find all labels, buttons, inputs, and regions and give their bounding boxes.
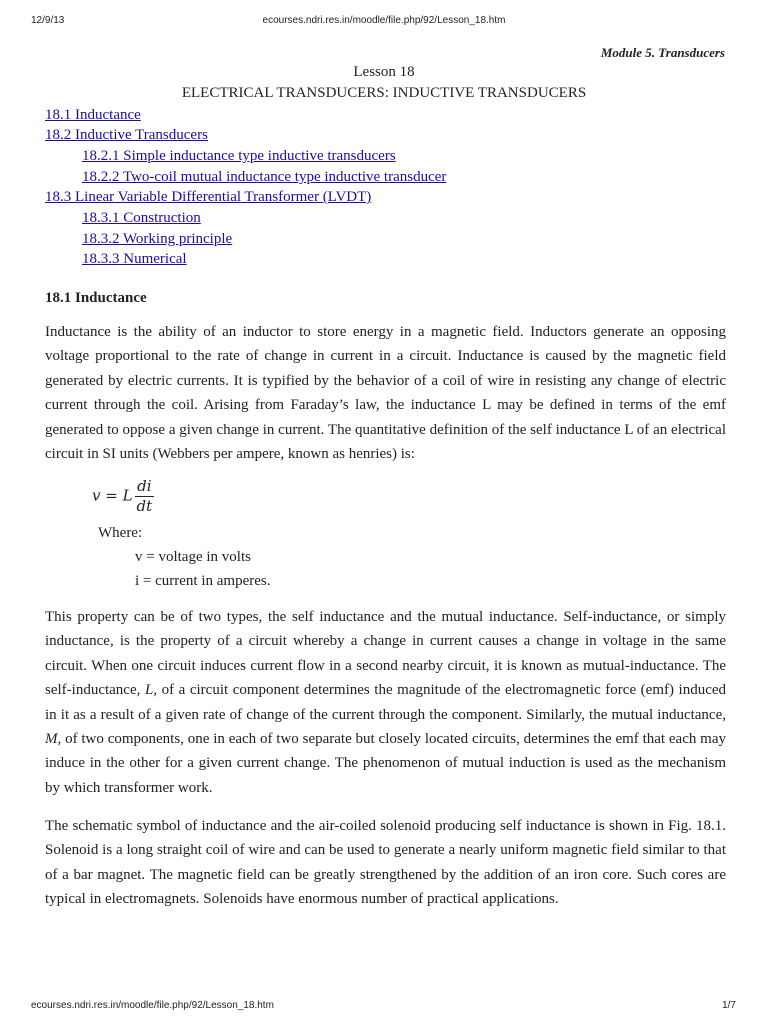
paragraph-self-mutual-inductance <box>45 605 726 800</box>
toc-link-18-3-2[interactable]: 18.3.2 Working principle <box>82 231 233 247</box>
toc-link-18-2-2[interactable]: 18.2.2 Two-coil mutual inductance type inductive transducer <box>82 169 447 185</box>
where-label: Where: <box>98 525 143 541</box>
section-heading: 18.1 Inductance <box>45 290 147 306</box>
definition-current: i = current in amperes. <box>135 573 271 589</box>
inductance-formula <box>92 477 154 516</box>
toc-link-18-1[interactable]: 18.1 Inductance <box>45 107 141 123</box>
para2-text-c: of two components, one in each of two separate but closely located circuits, determines the emf that each may induce in the other for a given current change. The phenomenon of mutual induction is used as the mechanism by which transformer work. <box>45 731 726 796</box>
paragraph-inductance-definition: Inductance is the ability of an inductor to store energy in a magnetic field. Inductors generate an opposing voltage proportional to the rate of change in current in a circuit. Inductance is caused by the magnetic field generated by electric currents. It is typified by the behavior of a coil of wire in resisting any change of electric current through the coil. Arising from Faraday’s law, the inductance L may be defined in terms of the emf generated to oppose a given change in current. The quantitative definition of the self inductance L of an electrical circuit in SI units (Webbers per ampere, known as henries) is: <box>45 324 726 463</box>
toc-link-18-2-1[interactable]: 18.2.1 Simple inductance type inductive transducers <box>82 148 396 164</box>
symbol-M: M, <box>45 731 62 748</box>
module-label: Module 5. Transducers <box>600 45 725 60</box>
toc-link-18-3[interactable]: 18.3 Linear Variable Differential Transformer (LVDT) <box>45 189 372 205</box>
symbol-L: L, <box>144 682 158 699</box>
toc-link-18-2[interactable]: 18.2 Inductive Transducers <box>45 127 208 143</box>
toc-link-18-3-3[interactable]: 18.3.3 Numerical <box>82 251 187 267</box>
formula-numerator: di <box>135 477 155 497</box>
definition-voltage: v = voltage in volts <box>135 549 251 565</box>
toc-link-18-3-1[interactable]: 18.3.1 Construction <box>82 210 201 226</box>
page-title: ELECTRICAL TRANSDUCERS: INDUCTIVE TRANSDUCERS <box>181 85 587 101</box>
print-date: 12/9/13 <box>31 15 65 26</box>
paragraph-solenoid: The schematic symbol of inductance and the air-coiled solenoid producing self inductance is shown in Fig. 18.1. Solenoid is a long straight coil of wire and can be used to generate a nearly uniform magnetic field similar to that of a bar magnet. The magnetic field can be greatly strengthened by the addition of an iron core. Such cores are typical in electromagnets. Solenoids have enormous number of practical applications. <box>45 818 726 908</box>
print-url: ecourses.ndri.res.in/moodle/file.php/92/Lesson_18.htm <box>262 15 506 26</box>
para2-text-a: This property can be of two types, the self inductance and the mutual inductance. Self-inductance, or simply inductance, is the property of a circuit whereby a change in current causes a change in voltage in the same circuit. When one circuit induces current flow in a second nearby circuit, it is known as mutual-inductance. The self-inductance, <box>45 609 726 699</box>
footer-url: ecourses.ndri.res.in/moodle/file.php/92/Lesson_18.htm <box>31 1000 274 1011</box>
formula-lhs: v = L <box>92 486 133 505</box>
para2-text-b: of a circuit component determines the magnitude of the electromagnetic force (emf) induced in it as a result of a given rate of change of the current through the component. Similarly, the mutual inductance, <box>45 682 727 723</box>
formula-denominator: dt <box>136 497 153 515</box>
page-number: 1/7 <box>722 1000 736 1011</box>
lesson-number: Lesson 18 <box>353 64 415 80</box>
